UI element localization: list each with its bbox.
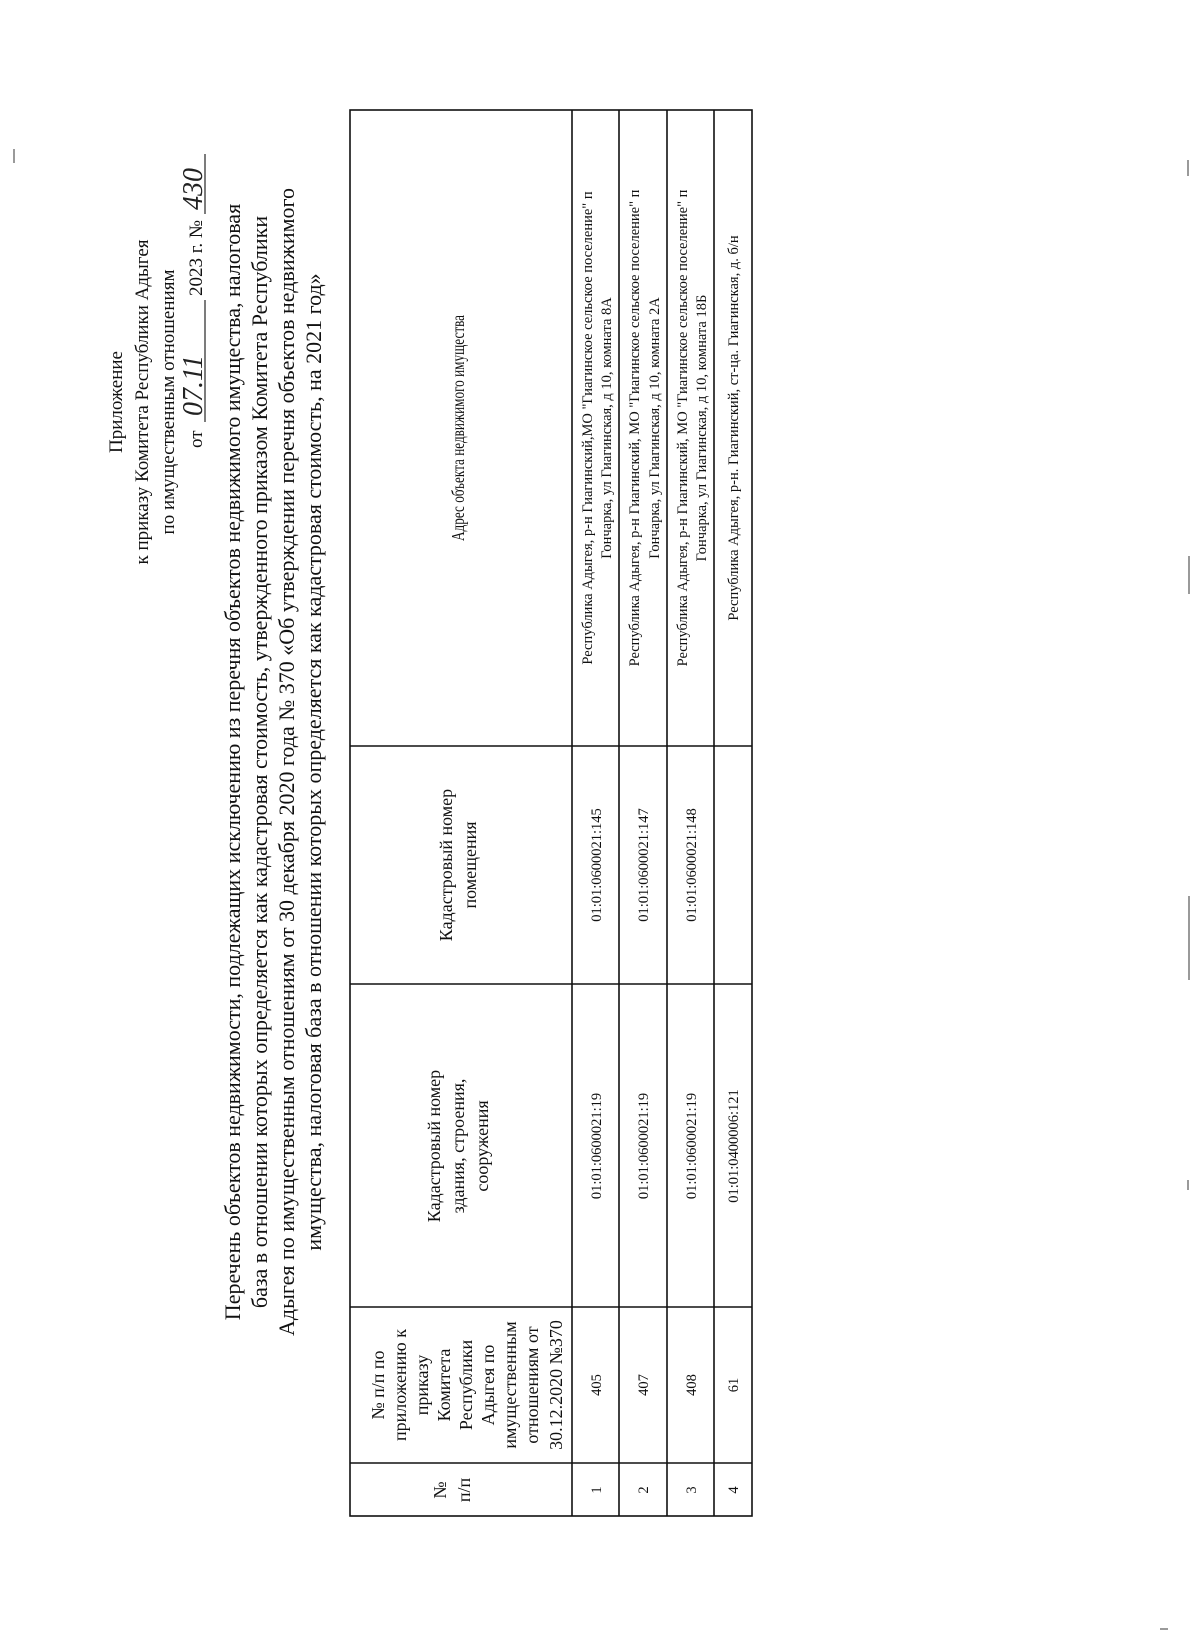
header-line-department: по имущественным отношениям <box>158 269 179 535</box>
title-line-1: Перечень объектов недвижимости, подлежащих исключению из перечня объектов недвижимого имущества, налоговая <box>220 203 245 1321</box>
property-table <box>350 110 752 1516</box>
scan-speck <box>1187 160 1189 176</box>
title-line-2: база в отношении которых определяется как кадастровая стоимость, утвержденного приказом Комитета Республики <box>247 215 272 1309</box>
table-row <box>627 189 663 1493</box>
document-title <box>220 188 326 1336</box>
premises-cadastral-number: 01:01:0600021:145 <box>589 808 605 922</box>
header-text: Кадастровый номер <box>424 1069 444 1223</box>
header-text: № <box>430 1481 450 1499</box>
header-text: Адрес объекта недвижимого имущества <box>448 232 468 541</box>
header-text: имущественным <box>500 1321 520 1449</box>
address-line: Республика Адыгея, р-н Гиагинский, МО "Гиагинское сельское поселение" п <box>675 189 691 667</box>
header-text: п/п <box>454 1477 474 1503</box>
handwritten-date: 07.11 <box>178 355 209 416</box>
header-cell-address <box>448 232 468 541</box>
address-line: Гончарка, ул Гиагинская, д 10, комната 2А <box>647 297 663 559</box>
header-text: Комитета <box>434 1348 454 1422</box>
header-date-year: 2023 г. № <box>186 219 207 296</box>
building-cadastral-number: 01:01:0600021:19 <box>589 1092 605 1200</box>
premises-cadastral-number: 01:01:0600021:147 <box>636 808 652 922</box>
header-text: Кадастровый номер <box>436 788 456 942</box>
header-date-prefix: от <box>186 430 207 448</box>
scan-speck <box>13 149 15 163</box>
source-number: 408 <box>684 1374 700 1396</box>
handwritten-number: 430 <box>178 168 209 210</box>
row-number: 3 <box>684 1486 700 1494</box>
scan-speck <box>1160 1628 1168 1630</box>
header-cell-building-cadastral <box>424 1070 492 1222</box>
row-number: 4 <box>726 1486 742 1494</box>
header-text: здания, строения, <box>448 1078 468 1214</box>
rotated-content <box>106 110 752 1516</box>
table-row <box>580 191 615 1493</box>
header-text: Адыгея по <box>478 1344 498 1426</box>
header-text: сооружения <box>472 1100 492 1192</box>
header-text: помещения <box>460 821 480 909</box>
table-row <box>675 189 710 1493</box>
header-text: отношениям от <box>522 1326 542 1444</box>
address-line: Гончарка, ул Гиагинская, д 10, комната 8А <box>599 297 615 559</box>
table-row <box>726 235 742 1494</box>
scan-speck <box>1188 896 1190 980</box>
header-text: приказу <box>412 1354 432 1416</box>
building-cadastral-number: 01:01:0400006:121 <box>726 1089 742 1203</box>
scan-speck <box>1188 556 1190 594</box>
row-number: 2 <box>636 1486 652 1494</box>
header-line-appendix: Приложение <box>106 351 127 453</box>
address-line: Республика Адыгея, р-н Гиагинский,МО "Гиагинское сельское поселение" п <box>580 191 596 665</box>
title-line-4: имущества, налоговая база в отношении которых определяется как кадастровая стоимость, на 2021 год» <box>301 273 326 1251</box>
header-cell-source-number <box>368 1320 566 1450</box>
building-cadastral-number: 01:01:0600021:19 <box>636 1092 652 1200</box>
source-number: 61 <box>726 1377 742 1393</box>
scan-speck <box>1187 1180 1189 1190</box>
premises-cadastral-number: 01:01:0600021:148 <box>684 808 700 922</box>
header-line-order: к приказу Комитета Республики Адыгея <box>132 239 153 565</box>
address-line: Гончарка, ул Гиагинская, д 10, комната 18Б <box>694 294 710 562</box>
building-cadastral-number: 01:01:0600021:19 <box>684 1092 700 1200</box>
header-text: приложению к <box>390 1329 410 1441</box>
appendix-header <box>106 154 209 565</box>
row-number: 1 <box>589 1486 605 1494</box>
address-line: Республика Адыгея, р-н. Гиагинский, ст-ца. Гиагинская, д. б/н <box>726 235 742 621</box>
source-number: 405 <box>589 1374 605 1396</box>
header-cell-number <box>430 1478 474 1503</box>
address-line: Республика Адыгея, р-н Гиагинский, МО "Гиагинское сельское поселение" п <box>627 189 643 667</box>
header-text: Республики <box>456 1339 476 1431</box>
source-number: 407 <box>636 1374 652 1396</box>
header-text: № п/п по <box>368 1350 388 1420</box>
title-line-3: Адыгея по имущественным отношениям от 30 декабря 2020 года № 370 «Об утверждении перечня объектов недвижимого <box>274 187 299 1337</box>
header-text: 30.12.2020 №370 <box>546 1320 566 1450</box>
header-cell-premises-cadastral <box>436 789 480 941</box>
